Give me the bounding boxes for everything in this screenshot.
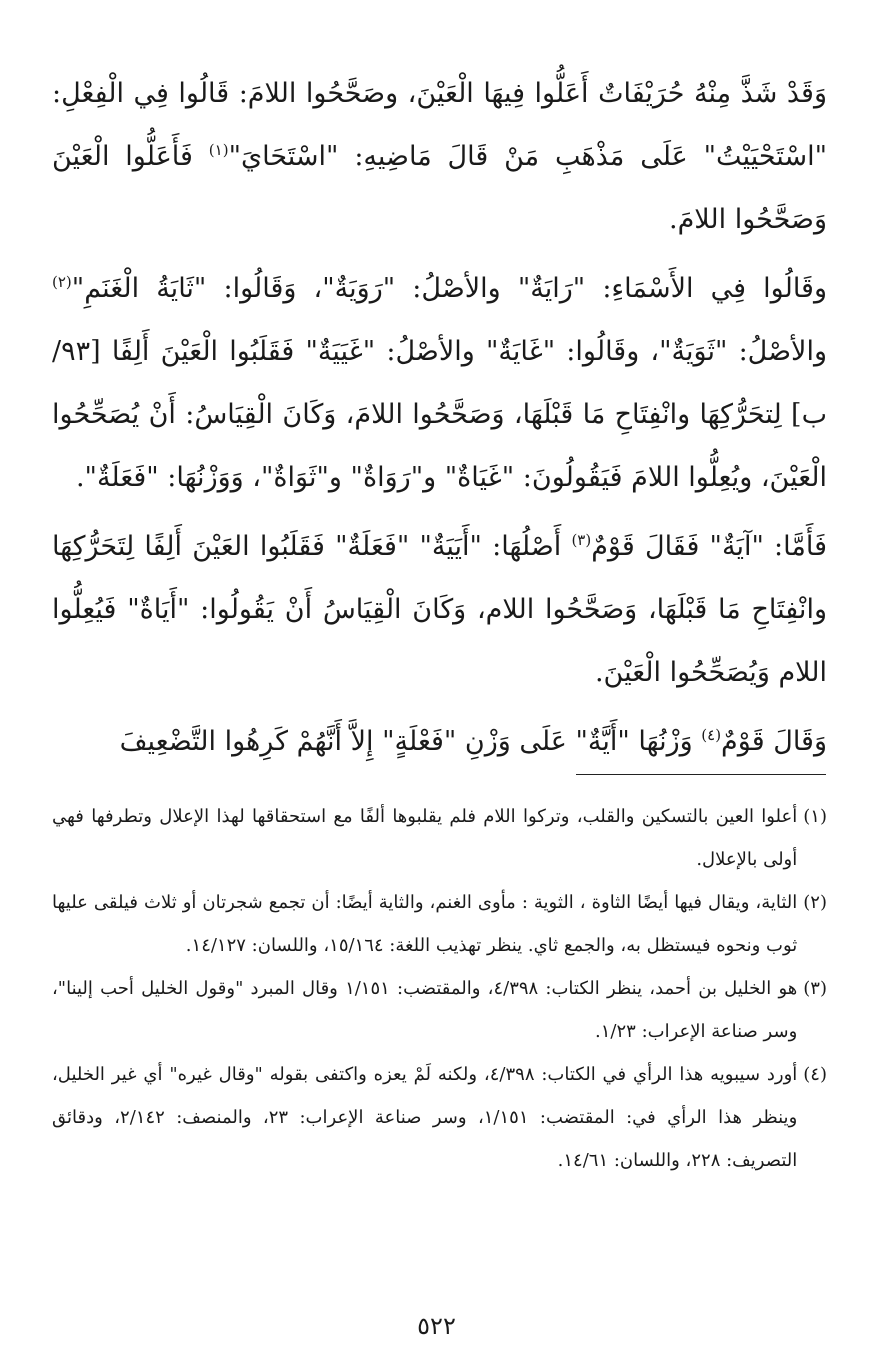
paragraph-4: وَقَالَ قَوْمٌ$^{(٤)}$ وَزْنُهَا "أَيَّةٌ" عَلَى وَزْنِ "فَعْلَةٍ" إِلاَّ أَنَّهُمْ كَرِهُوا التَّضْعِيفَ — [119, 726, 827, 757]
footnote-ref-1[interactable]: (١) — [208, 141, 229, 159]
paragraph-1: وَقَدْ شَذَّ مِنْهُ حُرَيْفَاتٌ أَعَلُّوا فِيهَا الْعَيْنَ، وصَحَّحُوا اللامَ: قَالُوا فِي الْفِعْلِ: "اسْتَحْيَيْتُ" عَلَى مَذْهَبِ مَنْ قَالَ مَاضِيهِ: "اسْتَحَايَ"$^{(١)}$ فَأَعَلُّوا الْعَيْنَ وَصَحَّحُوا اللامَ. — [52, 78, 827, 235]
footnote-3 — [52, 967, 827, 1053]
footnote-ref-4[interactable]: (٤) — [701, 726, 722, 744]
footnote-text: الثاية، ويقال فيها أيضًا الثاوة ، الثوية : مأوى الغنم، والثاية أيضًا: أن تجمع شجرتان أو ثلاث فيلقى عليها ثوب ونحوه فيستظل به، والجمع ثاي. ينظر تهذيب اللغة: ١٥/١٦٤، واللسان: ١٤/١٢٧. — [52, 892, 798, 956]
footnotes — [52, 795, 827, 1182]
footnote-number: (٢) — [803, 892, 827, 913]
footnote-number: (١) — [803, 806, 827, 827]
footnote-number: (٣) — [803, 978, 827, 999]
footnote-4 — [52, 1053, 827, 1182]
footnote-1 — [52, 795, 827, 881]
footnote-separator — [576, 774, 826, 775]
footnote-text: هو الخليل بن أحمد، ينظر الكتاب: ٤/٣٩٨، والمقتضب: ١/١٥١ وقال المبرد "وقول الخليل أحب إلينا"، وسر صناعة الإعراب: ١/٢٣. — [52, 978, 798, 1042]
footnote-text: أعلوا العين بالتسكين والقلب، وتركوا اللام فلم يقلبوها ألفًا مع استحقاقها لهذا الإعلال وتطرفها فهي أولى بالإعلال. — [52, 806, 798, 870]
footnote-ref-3[interactable]: (٣) — [571, 531, 592, 549]
main-text — [52, 62, 827, 773]
footnote-number: (٤) — [803, 1064, 827, 1085]
page-number: ٥٢٢ — [417, 1312, 456, 1340]
footnote-text: أورد سيبويه هذا الرأي في الكتاب: ٤/٣٩٨، ولكنه لَمْ يعزه واكتفى بقوله "وقال غيره" أي غير الخليل، وينظر هذا الرأي في: المقتضب: ١/١٥١، وسر صناعة الإعراب: ٢٣، والمنصف: ٢/١٤٢، ودقائق التصريف: ٢٢٨، واللسان: ١٤/٦١. — [52, 1064, 798, 1171]
paragraph-2: وقَالُوا فِي الأَسْمَاءِ: "رَايَةٌ" والأصْلُ: "رَوَيَةٌ"، وَقَالُوا: "ثَايَةُ الْغَنَمِ"$^{(٢)}$ والأصْلُ: "ثَوَيَةٌ"، وقَالُوا: "غَايَةٌ" والأصْلُ: "غَيَيَةٌ" فَقَلَبُوا الْعَيْنَ أَلِفًا [٩٣/ب] لِتحَرُّكِهَا وانْفِتَاحِ مَا قَبْلَهَا، وَصَحَّحُوا اللامَ، وَكَانَ الْقِيَاسُ: أَنْ يُصَحِّحُوا الْعَيْنَ، ويُعِلُّوا اللامَ فَيَقُولُونَ: "غَيَاةٌ" و"رَوَاةٌ" و"ثَوَاةٌ"، وَوَزْنُهَا: "فَعَلَةٌ". — [52, 273, 827, 493]
footnote-2 — [52, 881, 827, 967]
paragraph-3: فَأَمَّا: "آيَةٌ" فَقَالَ قَوْمٌ$^{(٣)}$ أَصْلُهَا: "أَيَيَةٌ" "فَعَلَةٌ" فَقَلَبُوا العَيْنَ أَلِفًا لِتَحَرُّكِهَا وانْفِتَاحِ مَا قَبْلَهَا، وَصَحَّحُوا اللام، وَكَانَ الْقِيَاسُ أَنْ يَقُولُوا: "أَيَاةٌ" فَيُعِلُّوا اللام وَيُصَحِّحُوا الْعَيْنَ. — [52, 531, 827, 688]
footnote-ref-2[interactable]: (٢) — [52, 273, 72, 291]
